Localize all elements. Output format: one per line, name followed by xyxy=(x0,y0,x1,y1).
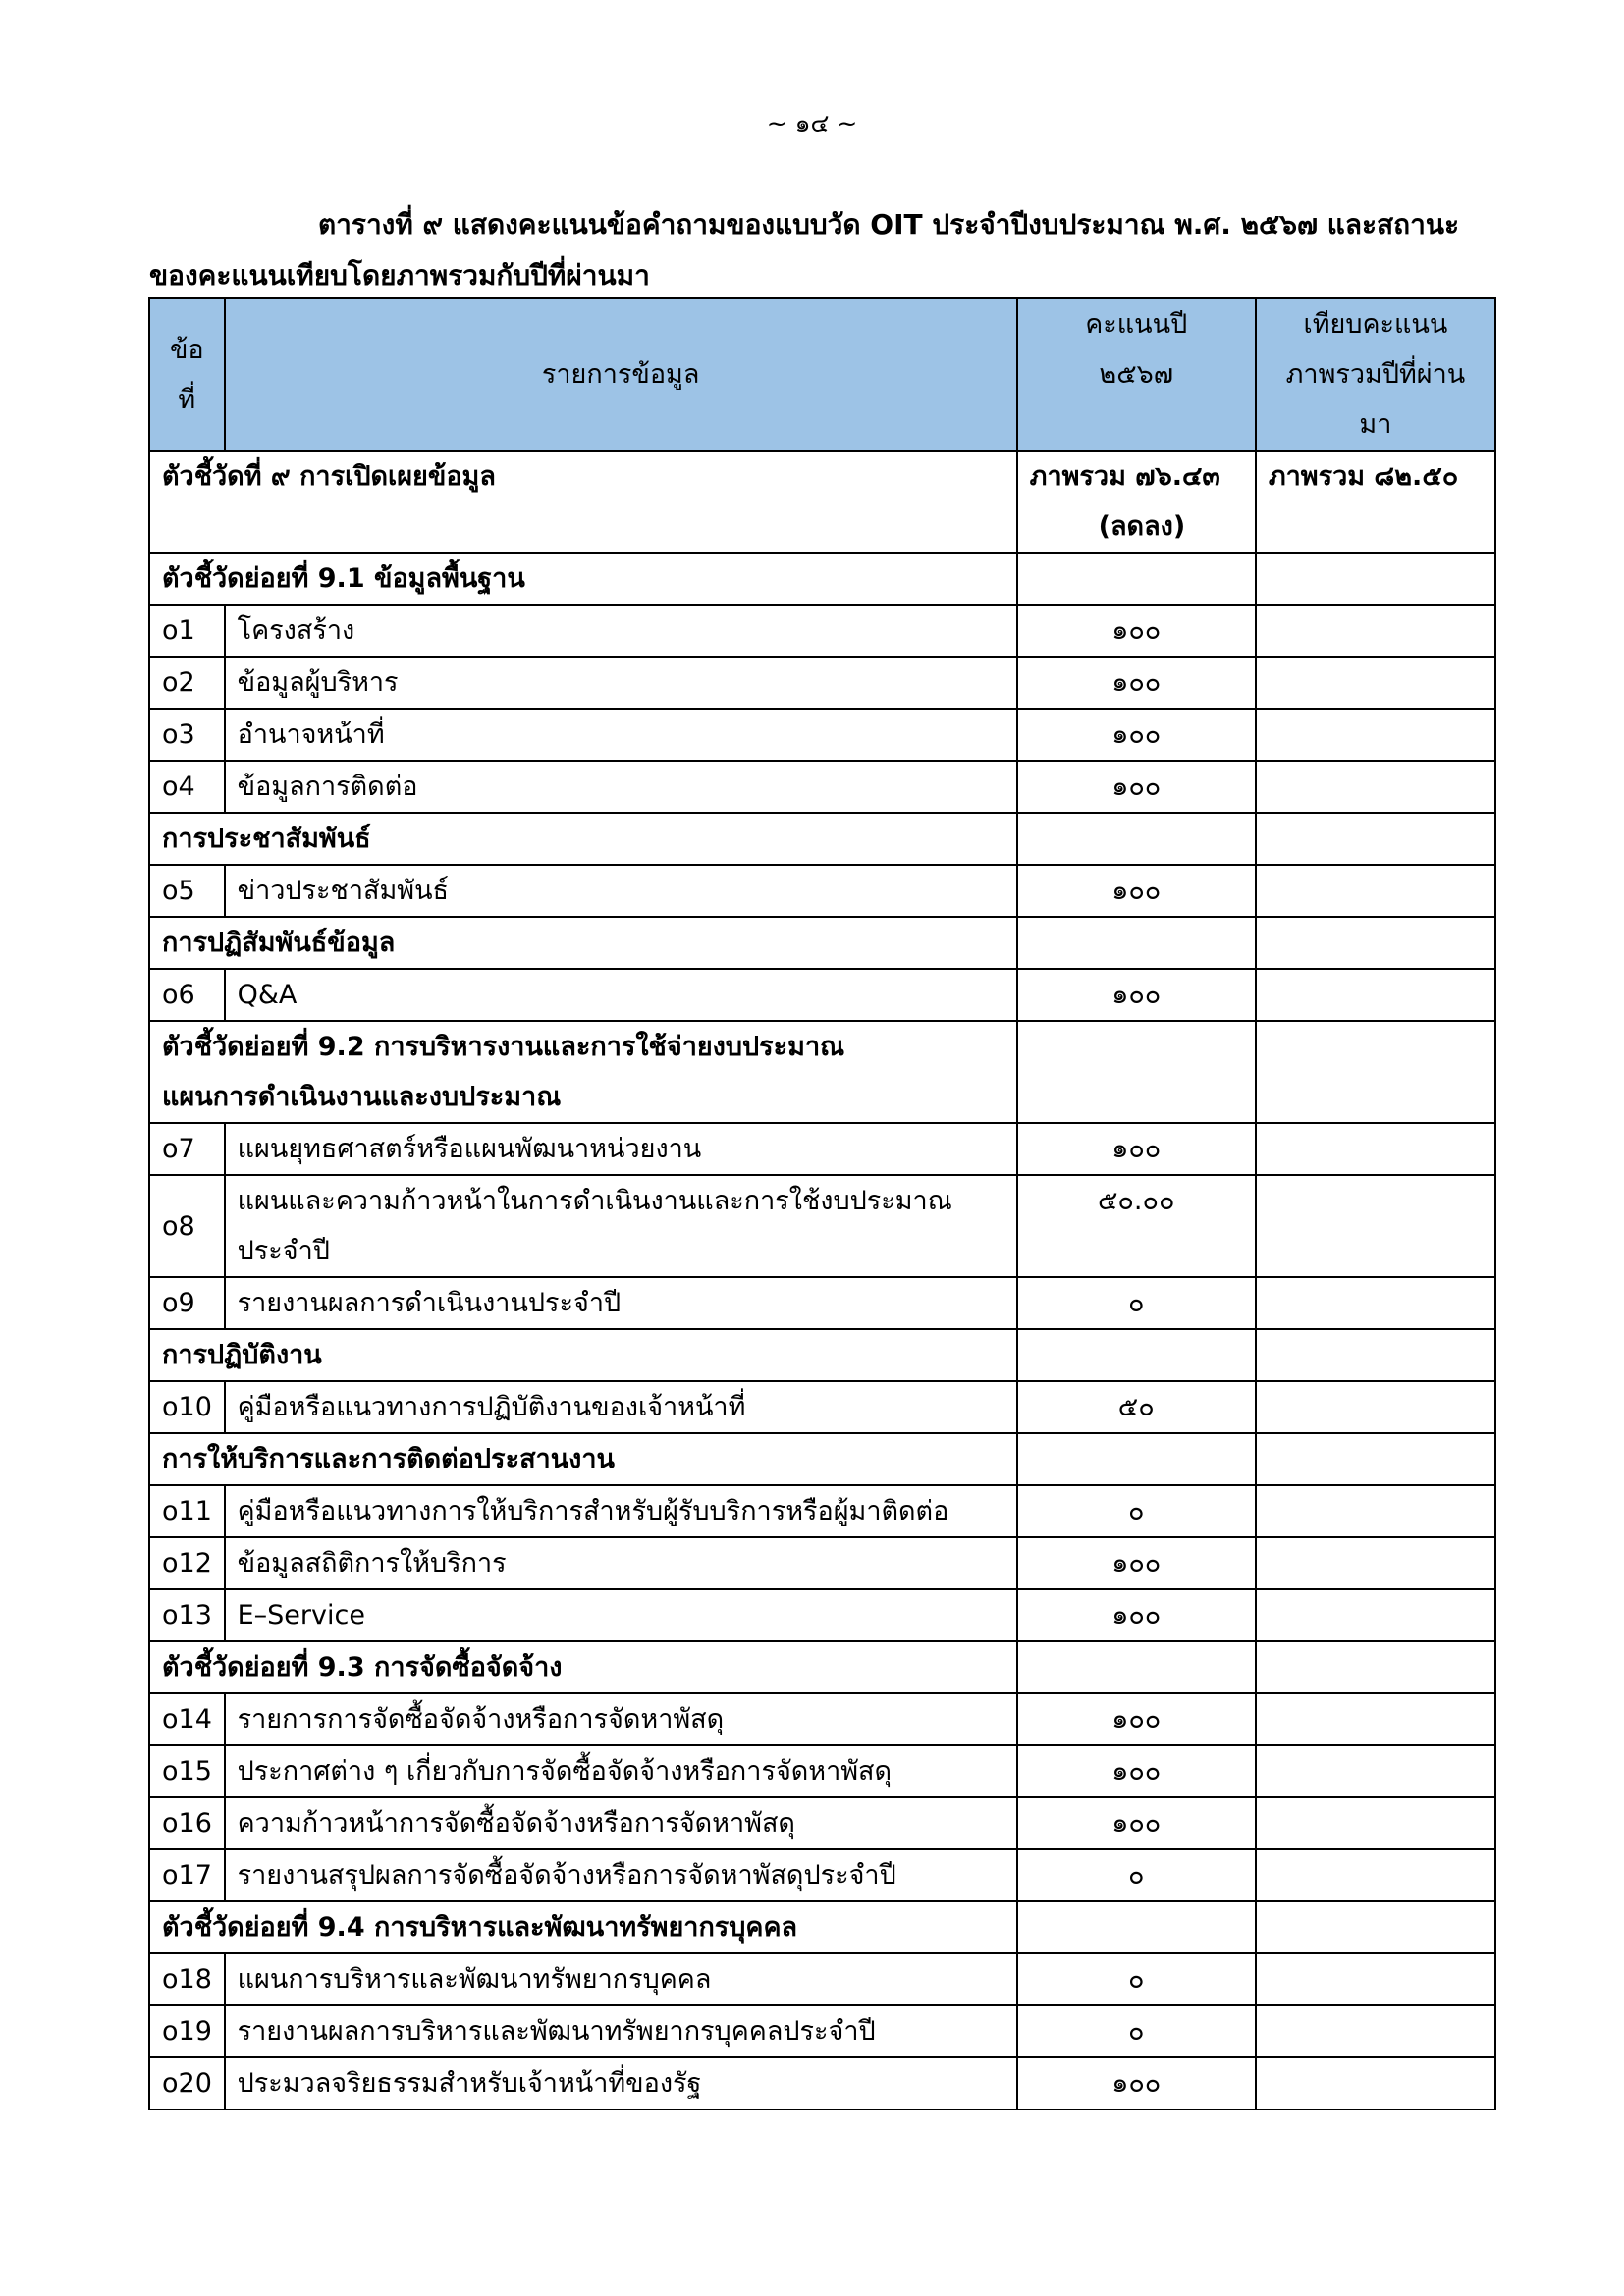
item-compare-cell xyxy=(1256,605,1495,657)
item-number: o14 xyxy=(149,1693,225,1745)
item-compare-cell xyxy=(1256,1485,1495,1537)
indicator-compare: ภาพรวม ๘๒.๕๐ xyxy=(1256,451,1495,553)
item-compare-cell xyxy=(1256,969,1495,1021)
item-compare-cell xyxy=(1256,1745,1495,1797)
table-row xyxy=(149,1277,1495,1329)
table-row xyxy=(149,1485,1495,1537)
category-compare-cell xyxy=(1256,917,1495,969)
item-score: ๑๐๐ xyxy=(1017,1693,1256,1745)
header-score xyxy=(1017,298,1256,451)
item-score: ๑๐๐ xyxy=(1017,2057,1256,2109)
item-number: o9 xyxy=(149,1277,225,1329)
item-compare-cell xyxy=(1256,1123,1495,1175)
item-score: ๐ xyxy=(1017,2005,1256,2057)
item-label: ข้อมูลผู้บริหาร xyxy=(225,657,1017,709)
category-row xyxy=(149,1329,1495,1381)
item-label: Q&A xyxy=(225,969,1017,1021)
item-label: รายงานผลการบริหารและพัฒนาทรัพยากรบุคคลประจำปี xyxy=(225,2005,1017,2057)
category-title: การให้บริการและการติดต่อประสานงาน xyxy=(149,1433,1017,1485)
item-number: o5 xyxy=(149,865,225,917)
item-compare-cell xyxy=(1256,2057,1495,2109)
category-title: การปฏิสัมพันธ์ข้อมูล xyxy=(149,917,1017,969)
table-caption xyxy=(149,199,1494,301)
indicator-score xyxy=(1017,451,1256,553)
item-label: โครงสร้าง xyxy=(225,605,1017,657)
item-number: o3 xyxy=(149,709,225,761)
indicator-score-line-1: ภาพรวม ๗๖.๔๓ xyxy=(1029,461,1220,492)
item-label: ข้อมูลการติดต่อ xyxy=(225,761,1017,813)
item-compare-cell xyxy=(1256,1797,1495,1849)
item-score: ๑๐๐ xyxy=(1017,605,1256,657)
category-title: ตัวชี้วัดย่อยที่ 9.4 การบริหารและพัฒนาทรัพยากรบุคคล xyxy=(149,1901,1017,1953)
table-row xyxy=(149,2057,1495,2109)
item-label: ข้อมูลสถิติการให้บริการ xyxy=(225,1537,1017,1589)
item-score: ๕๐ xyxy=(1017,1381,1256,1433)
item-number: o11 xyxy=(149,1485,225,1537)
header-compare-line-2: ภาพรวมปีที่ผ่าน xyxy=(1285,359,1466,390)
table-row xyxy=(149,1693,1495,1745)
item-label-line-1: แผนและความก้าวหน้าในการดำเนินงานและการใช้งบประมาณ xyxy=(237,1186,952,1216)
item-label: รายงานผลการดำเนินงานประจำปี xyxy=(225,1277,1017,1329)
indicator-score-line-2: (ลดลง) xyxy=(1098,511,1186,542)
category-compare-cell xyxy=(1256,1329,1495,1381)
header-item: รายการข้อมูล xyxy=(225,298,1017,451)
category-title: การประชาสัมพันธ์ xyxy=(149,813,1017,865)
table-row xyxy=(149,1745,1495,1797)
category-score-cell xyxy=(1017,1901,1256,1953)
category-row xyxy=(149,917,1495,969)
item-label: รายการการจัดซื้อจัดจ้างหรือการจัดหาพัสดุ xyxy=(225,1693,1017,1745)
category-compare-cell xyxy=(1256,1901,1495,1953)
caption-line-2: ของคะแนนเทียบโดยภาพรวมกับปีที่ผ่านมา xyxy=(149,259,650,292)
item-number: o20 xyxy=(149,2057,225,2109)
category-title: ตัวชี้วัดย่อยที่ 9.3 การจัดซื้อจัดจ้าง xyxy=(149,1641,1017,1693)
category-row xyxy=(149,1021,1495,1123)
category-score-cell xyxy=(1017,1329,1256,1381)
item-number: o18 xyxy=(149,1953,225,2005)
table-row xyxy=(149,1953,1495,2005)
table-row xyxy=(149,1797,1495,1849)
table-row xyxy=(149,1381,1495,1433)
category-compare-cell xyxy=(1256,1433,1495,1485)
item-score: ๐ xyxy=(1017,1953,1256,2005)
table-row xyxy=(149,605,1495,657)
item-number: o6 xyxy=(149,969,225,1021)
item-number: o4 xyxy=(149,761,225,813)
item-score: ๑๐๐ xyxy=(1017,657,1256,709)
table-row xyxy=(149,1175,1495,1277)
table-row xyxy=(149,865,1495,917)
category-title: การปฏิบัติงาน xyxy=(149,1329,1017,1381)
item-score: ๐ xyxy=(1017,1485,1256,1537)
item-label: ความก้าวหน้าการจัดซื้อจัดจ้างหรือการจัดหาพัสดุ xyxy=(225,1797,1017,1849)
table-row xyxy=(149,1589,1495,1641)
indicator-row xyxy=(149,451,1495,553)
item-compare-cell xyxy=(1256,1381,1495,1433)
header-compare xyxy=(1256,298,1495,451)
caption-line-1: ตารางที่ ๙ แสดงคะแนนข้อคำถามของแบบวัด OIT ประจำปีงบประมาณ พ.ศ. ๒๕๖๗ และสถานะ xyxy=(318,208,1459,240)
item-score: ๑๐๐ xyxy=(1017,709,1256,761)
item-number: o15 xyxy=(149,1745,225,1797)
item-compare-cell xyxy=(1256,657,1495,709)
item-label-line-2: ประจำปี xyxy=(237,1236,330,1266)
item-compare-cell xyxy=(1256,1537,1495,1589)
table-row xyxy=(149,1849,1495,1901)
item-score: ๑๐๐ xyxy=(1017,865,1256,917)
category-title-line-2: แผนการดำเนินงานและงบประมาณ xyxy=(162,1082,562,1112)
item-number: o2 xyxy=(149,657,225,709)
item-compare-cell xyxy=(1256,1589,1495,1641)
item-score: ๑๐๐ xyxy=(1017,1797,1256,1849)
category-row xyxy=(149,1433,1495,1485)
category-score-cell xyxy=(1017,1641,1256,1693)
item-compare-cell xyxy=(1256,1175,1495,1277)
item-label: อำนาจหน้าที่ xyxy=(225,709,1017,761)
category-score-cell xyxy=(1017,917,1256,969)
table-row xyxy=(149,1123,1495,1175)
item-label: แผนยุทธศาสตร์หรือแผนพัฒนาหน่วยงาน xyxy=(225,1123,1017,1175)
header-compare-line-3: มา xyxy=(1359,409,1392,440)
table-row xyxy=(149,709,1495,761)
item-number: o17 xyxy=(149,1849,225,1901)
category-row xyxy=(149,813,1495,865)
header-no: ข้อที่ xyxy=(149,298,225,451)
item-label: ข่าวประชาสัมพันธ์ xyxy=(225,865,1017,917)
item-compare-cell xyxy=(1256,709,1495,761)
item-number: o8 xyxy=(149,1175,225,1277)
item-number: o12 xyxy=(149,1537,225,1589)
table-row xyxy=(149,761,1495,813)
category-compare-cell xyxy=(1256,553,1495,605)
item-number: o7 xyxy=(149,1123,225,1175)
category-score-cell xyxy=(1017,1433,1256,1485)
item-score: ๑๐๐ xyxy=(1017,761,1256,813)
item-score: ๑๐๐ xyxy=(1017,1123,1256,1175)
table-row xyxy=(149,657,1495,709)
page-number: ~ ๑๔ ~ xyxy=(766,109,858,137)
category-row xyxy=(149,1641,1495,1693)
item-label: ประกาศต่าง ๆ เกี่ยวกับการจัดซื้อจัดจ้างหรือการจัดหาพัสดุ xyxy=(225,1745,1017,1797)
item-label: E–Service xyxy=(225,1589,1017,1641)
item-number: o19 xyxy=(149,2005,225,2057)
item-compare-cell xyxy=(1256,2005,1495,2057)
category-title xyxy=(149,1021,1017,1123)
header-score-line-1: คะแนนปี xyxy=(1085,309,1188,340)
item-compare-cell xyxy=(1256,1953,1495,2005)
category-row xyxy=(149,1901,1495,1953)
item-compare-cell xyxy=(1256,1693,1495,1745)
category-compare-cell xyxy=(1256,1021,1495,1123)
item-compare-cell xyxy=(1256,761,1495,813)
item-label: แผนการบริหารและพัฒนาทรัพยากรบุคคล xyxy=(225,1953,1017,2005)
category-score-cell xyxy=(1017,813,1256,865)
oit-score-table xyxy=(148,297,1496,2110)
category-compare-cell xyxy=(1256,1641,1495,1693)
item-score: ๐ xyxy=(1017,1849,1256,1901)
table-row xyxy=(149,1537,1495,1589)
table-row xyxy=(149,969,1495,1021)
item-number: o10 xyxy=(149,1381,225,1433)
item-label xyxy=(225,1175,1017,1277)
item-label: คู่มือหรือแนวทางการปฏิบัติงานของเจ้าหน้าที่ xyxy=(225,1381,1017,1433)
item-label: คู่มือหรือแนวทางการให้บริการสำหรับผู้รับบริการหรือผู้มาติดต่อ xyxy=(225,1485,1017,1537)
item-number: o1 xyxy=(149,605,225,657)
category-score-cell xyxy=(1017,1021,1256,1123)
item-number: o16 xyxy=(149,1797,225,1849)
category-title: ตัวชี้วัดย่อยที่ 9.1 ข้อมูลพื้นฐาน xyxy=(149,553,1017,605)
category-row xyxy=(149,553,1495,605)
header-score-line-2: ๒๕๖๗ xyxy=(1099,359,1174,390)
item-score: ๑๐๐ xyxy=(1017,1537,1256,1589)
header-compare-line-1: เทียบคะแนน xyxy=(1303,309,1448,340)
item-score: ๕๐.๐๐ xyxy=(1017,1175,1256,1277)
item-label: ประมวลจริยธรรมสำหรับเจ้าหน้าที่ของรัฐ xyxy=(225,2057,1017,2109)
category-title-line-1: ตัวชี้วัดย่อยที่ 9.2 การบริหารงานและการใช้จ่ายงบประมาณ xyxy=(162,1032,845,1062)
item-score: ๑๐๐ xyxy=(1017,969,1256,1021)
category-score-cell xyxy=(1017,553,1256,605)
item-compare-cell xyxy=(1256,1277,1495,1329)
item-compare-cell xyxy=(1256,865,1495,917)
item-number: o13 xyxy=(149,1589,225,1641)
category-compare-cell xyxy=(1256,813,1495,865)
item-score: ๐ xyxy=(1017,1277,1256,1329)
item-score: ๑๐๐ xyxy=(1017,1745,1256,1797)
indicator-title: ตัวชี้วัดที่ ๙ การเปิดเผยข้อมูล xyxy=(149,451,1017,553)
item-label: รายงานสรุปผลการจัดซื้อจัดจ้างหรือการจัดหาพัสดุประจำปี xyxy=(225,1849,1017,1901)
table-row xyxy=(149,2005,1495,2057)
table-header-row xyxy=(149,298,1495,451)
item-score: ๑๐๐ xyxy=(1017,1589,1256,1641)
item-compare-cell xyxy=(1256,1849,1495,1901)
